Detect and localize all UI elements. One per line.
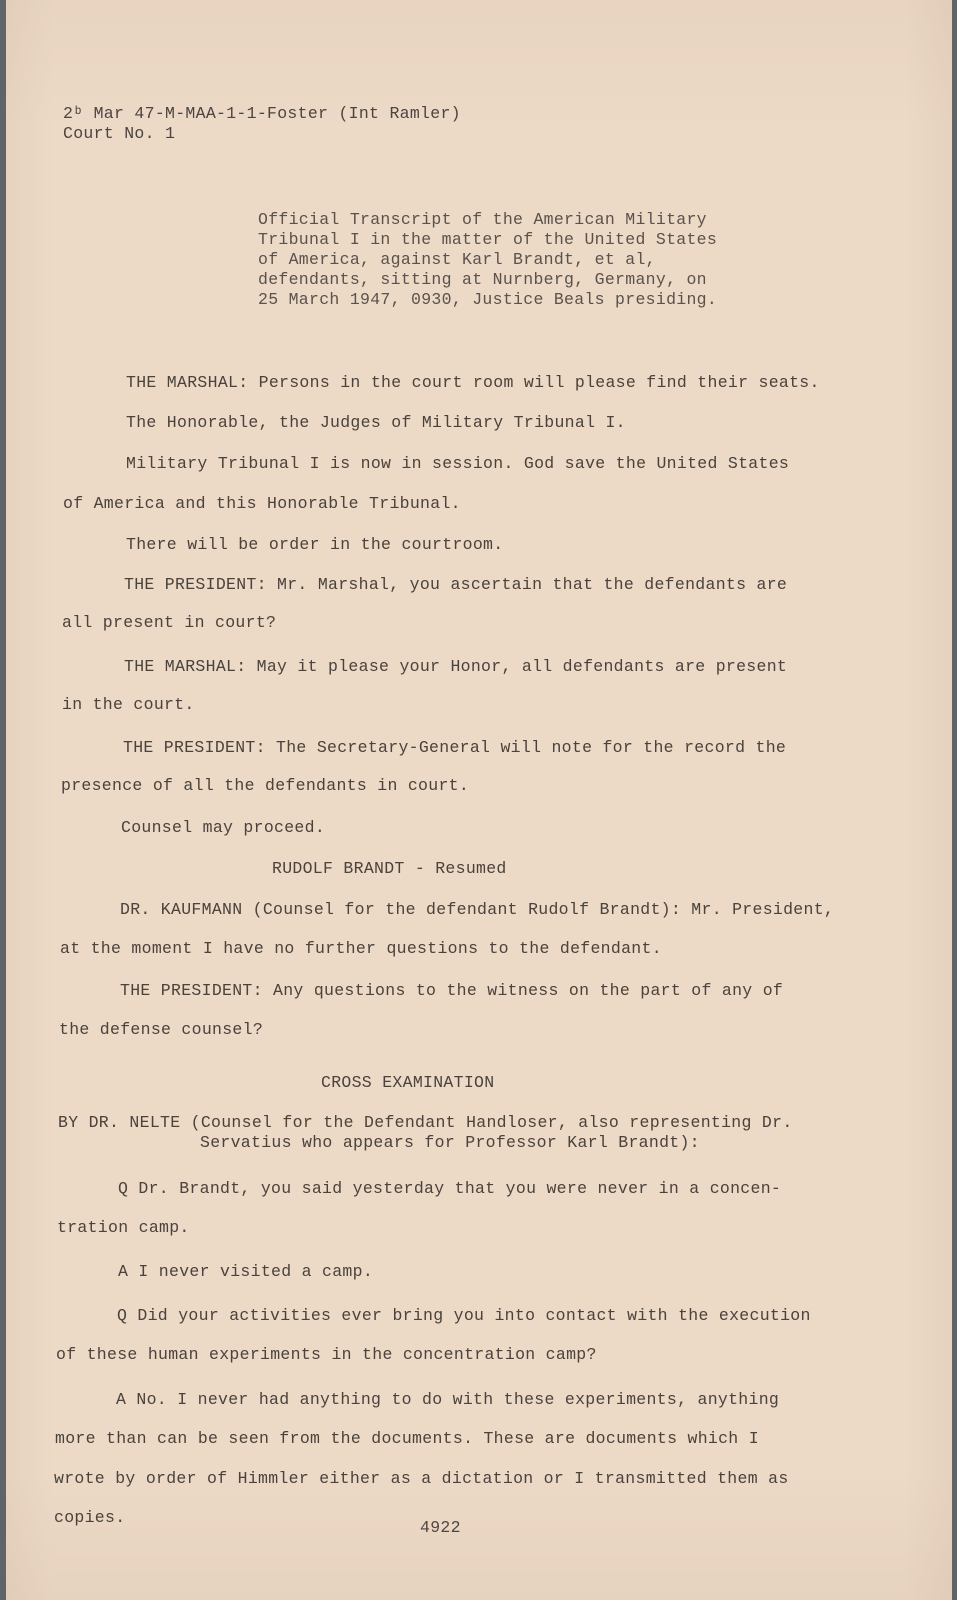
transcript-line: tration camp. [57, 1218, 190, 1237]
answer-line: A No. I never had anything to do with these experiments, anything [116, 1390, 780, 1409]
caption-line: 25 March 1947, 0930, Justice Beals presiding. [258, 290, 718, 309]
transcript-line: at the moment I have no further questions to the defendant. [60, 939, 662, 958]
caption-line: Official Transcript of the American Military [258, 210, 707, 229]
transcript-line: copies. [54, 1508, 126, 1527]
header-line-session: 2ᵇ Mar 47-M-MAA-1-1-Foster (Int Ramler) [63, 104, 461, 123]
caption-line: defendants, sitting at Nurnberg, Germany, on [258, 270, 707, 289]
transcript-line: more than can be seen from the documents. These are documents which I [55, 1429, 759, 1448]
transcript-line: THE MARSHAL: Persons in the court room will please find their seats. [126, 373, 820, 392]
answer-line: A I never visited a camp. [118, 1262, 374, 1281]
transcript-line: Servatius who appears for Professor Karl Brandt): [200, 1133, 700, 1152]
transcript-line: wrote by order of Himmler either as a dictation or I transmitted them as [54, 1469, 789, 1488]
section-heading-cross-examination: CROSS EXAMINATION [321, 1073, 495, 1092]
transcript-line: BY DR. NELTE (Counsel for the Defendant Handloser, also representing Dr. [58, 1113, 793, 1132]
question-line: Q Dr. Brandt, you said yesterday that you were never in a concen- [118, 1179, 782, 1198]
header-line-court: Court No. 1 [63, 124, 176, 143]
transcript-page [6, 0, 952, 1600]
caption-line: Tribunal I in the matter of the United States [258, 230, 718, 249]
transcript-line: The Honorable, the Judges of Military Tribunal I. [126, 413, 626, 432]
transcript-line: THE PRESIDENT: Any questions to the witness on the part of any of [120, 981, 784, 1000]
transcript-line: Counsel may proceed. [121, 818, 326, 837]
transcript-line: presence of all the defendants in court. [61, 776, 470, 795]
witness-heading: RUDOLF BRANDT - Resumed [272, 859, 507, 878]
transcript-line: THE MARSHAL: May it please your Honor, all defendants are present [124, 657, 788, 676]
transcript-line: of these human experiments in the concentration camp? [56, 1345, 597, 1364]
transcript-line: all present in court? [62, 613, 277, 632]
transcript-line: in the court. [62, 695, 195, 714]
transcript-line: THE PRESIDENT: The Secretary-General will note for the record the [123, 738, 787, 757]
transcript-line: Military Tribunal I is now in session. God save the United States [126, 454, 790, 473]
transcript-line: THE PRESIDENT: Mr. Marshal, you ascertain that the defendants are [124, 575, 788, 594]
question-line: Q Did your activities ever bring you into contact with the execution [117, 1306, 811, 1325]
transcript-line: DR. KAUFMANN (Counsel for the defendant Rudolf Brandt): Mr. President, [120, 900, 835, 919]
caption-line: of America, against Karl Brandt, et al, [258, 250, 656, 269]
page-number: 4922 [420, 1518, 461, 1537]
transcript-line: There will be order in the courtroom. [126, 535, 504, 554]
transcript-line: the defense counsel? [59, 1020, 264, 1039]
transcript-line: of America and this Honorable Tribunal. [63, 494, 461, 513]
